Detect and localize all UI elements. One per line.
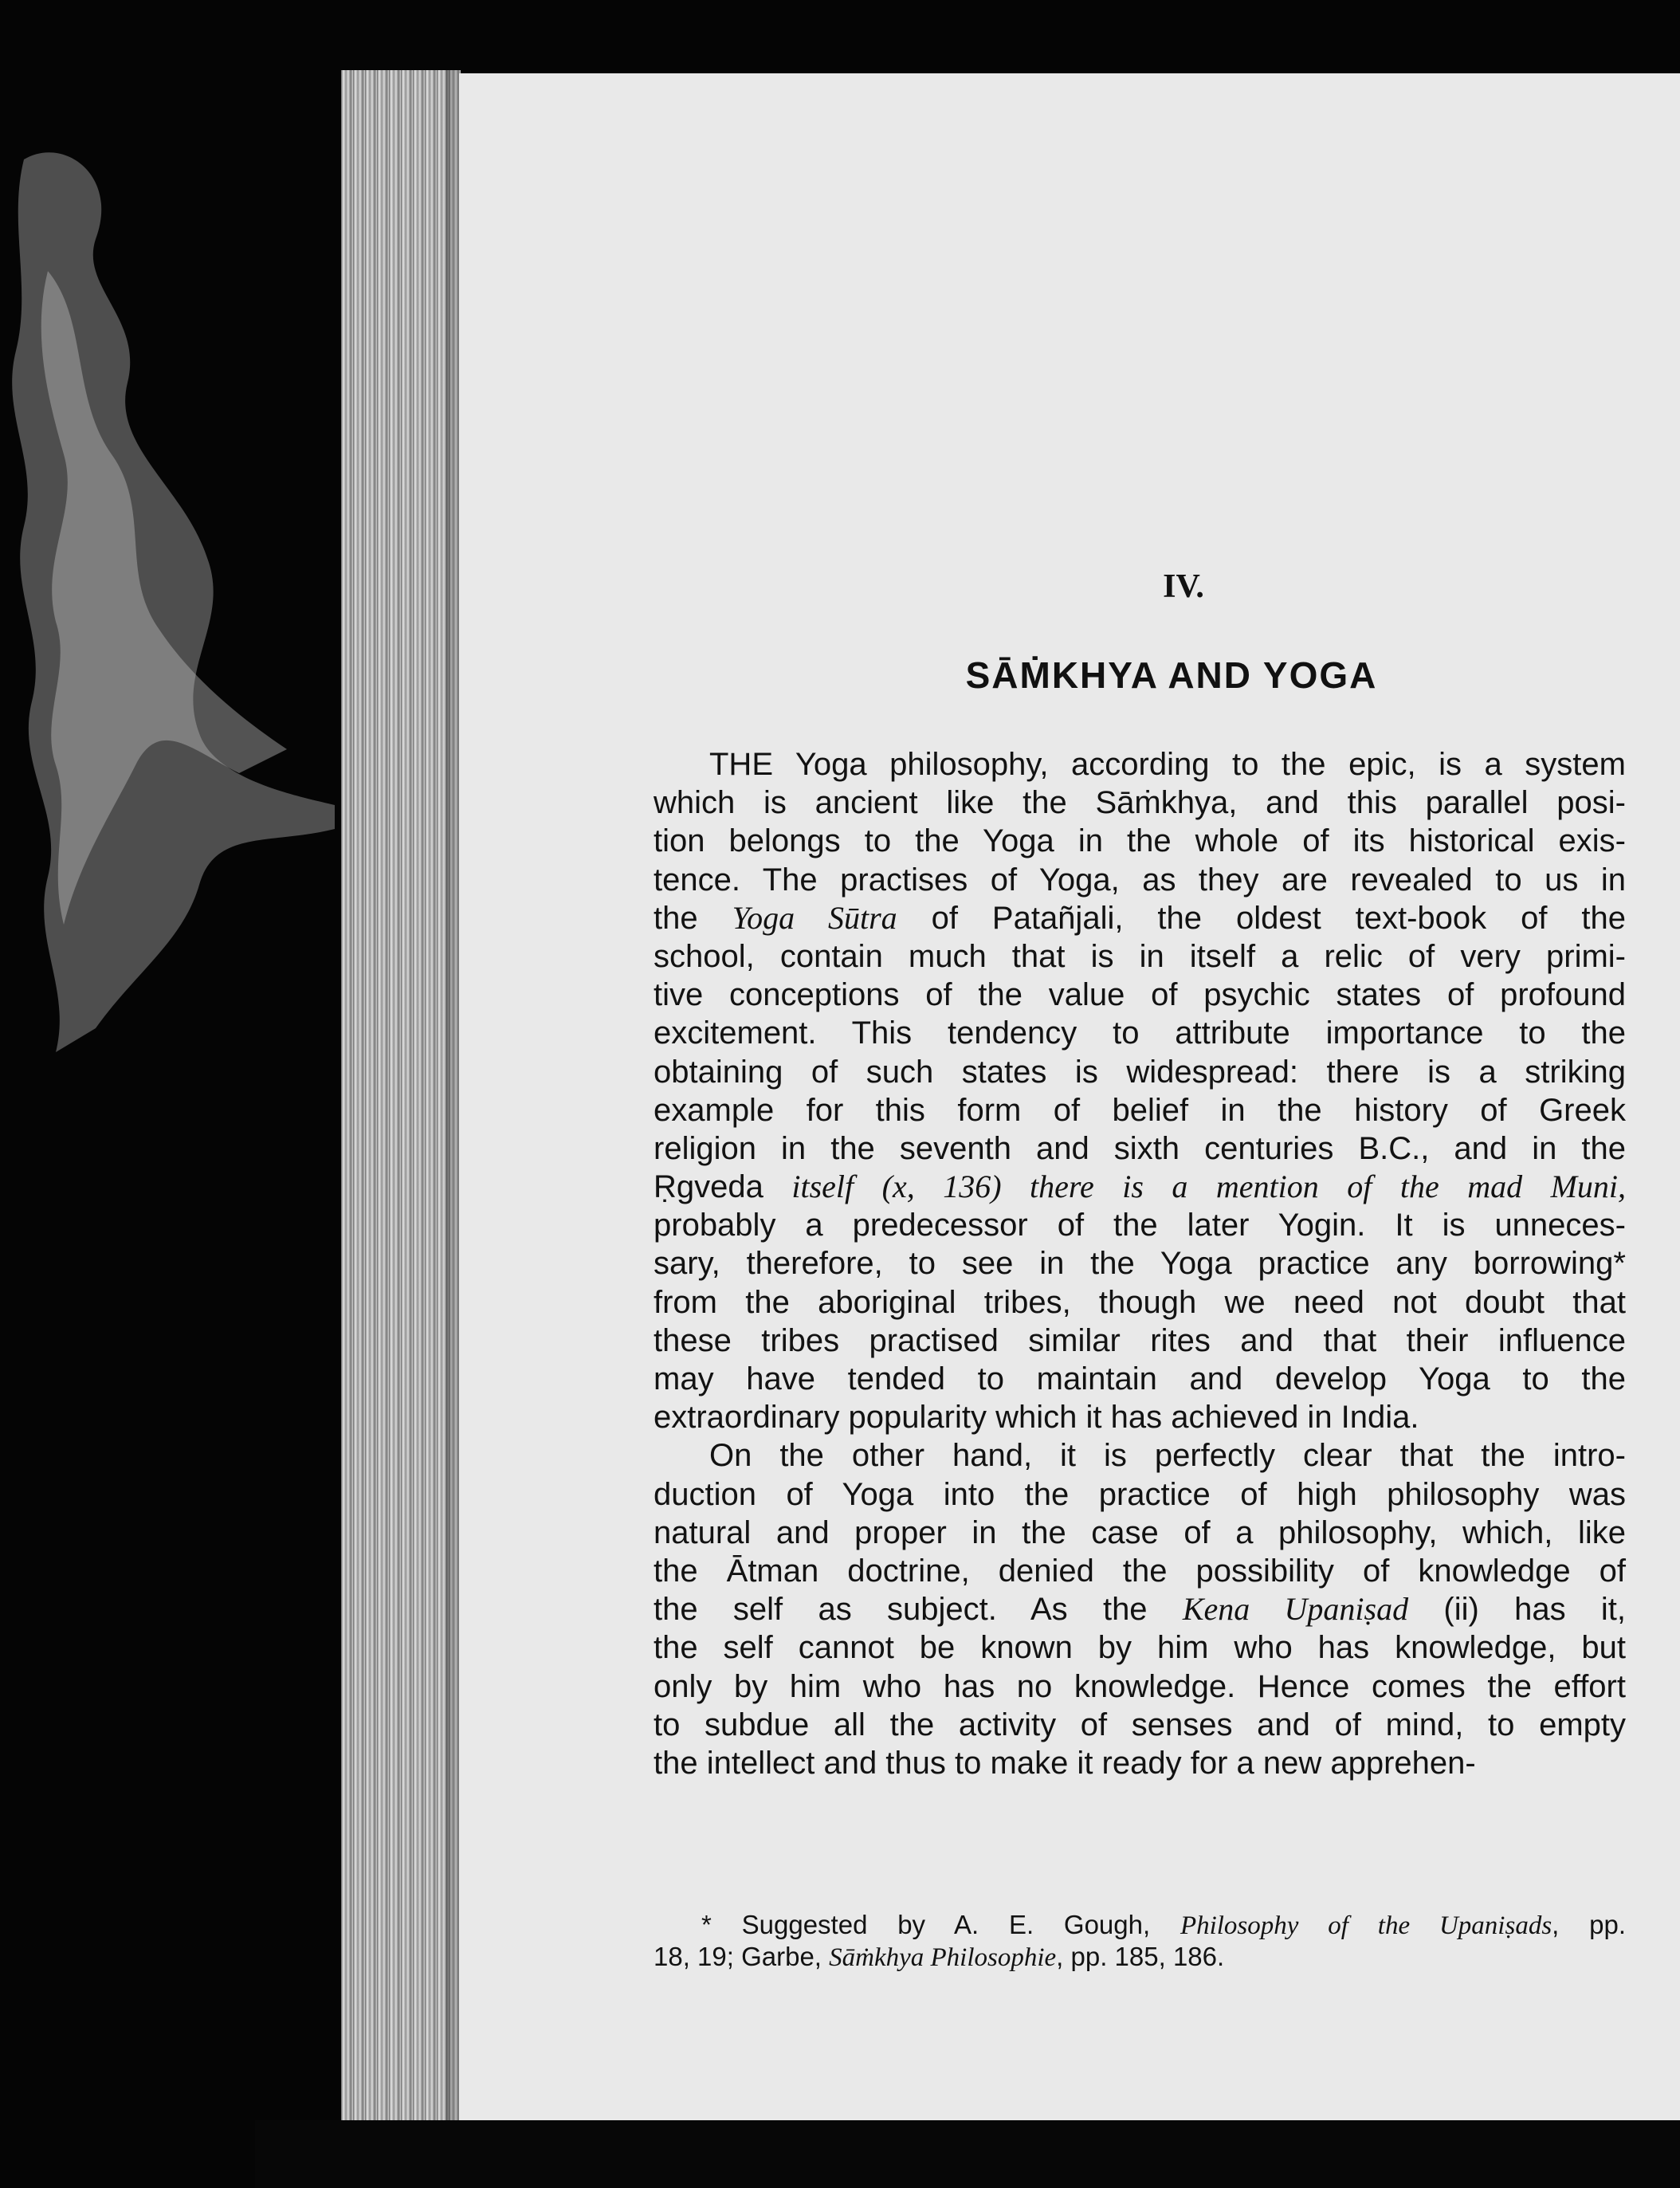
italic-text: Sāṁkhya Philosophie (829, 1943, 1057, 1972)
text-segment: example for this form of belief in the history of Greek (654, 1092, 1626, 1128)
body-line (654, 1744, 1626, 1782)
text-segment: natural and proper in the case of a philosophy, which, like (654, 1514, 1626, 1550)
italic-text: Yoga Sūtra (732, 899, 897, 936)
body-line (654, 1360, 1626, 1398)
body-line (654, 1475, 1626, 1514)
body-line (654, 1398, 1626, 1436)
italic-text: Philosophy of the Upaniṣads (1180, 1911, 1552, 1940)
body-line (654, 1283, 1626, 1322)
body-line (654, 899, 1626, 937)
chapter-number: IV. (1163, 568, 1204, 605)
body-line (654, 1168, 1626, 1206)
text-segment: duction of Yoga into the practice of high philosophy was (654, 1476, 1626, 1512)
body-line (654, 822, 1626, 860)
text-segment: the self cannot be known by him who has knowledge, but (654, 1630, 1626, 1666)
body-line (654, 745, 1626, 784)
body-line (654, 1552, 1626, 1590)
text-segment: tence. The practises of Yoga, as they are revealed to us in (654, 862, 1626, 898)
text-segment: 18, 19; Garbe, (654, 1942, 830, 1971)
body-line (654, 1244, 1626, 1283)
book-page-edges (341, 70, 461, 2135)
text-segment: from the aboriginal tribes, though we need not doubt that (654, 1284, 1626, 1320)
text-segment: (ii) has it, (1408, 1592, 1627, 1628)
text-segment: sary, therefore, to see in the Yoga practice any borrowing* (654, 1246, 1626, 1282)
body-line (654, 1668, 1626, 1706)
body-line (654, 784, 1626, 822)
chapter-title: SĀṀKHYA AND YOGA (965, 654, 1378, 696)
italic-text: Kena Upaniṣad (1182, 1591, 1409, 1628)
body-line (654, 1322, 1626, 1360)
body-line (654, 1514, 1626, 1552)
text-segment: of Patañjali, the oldest text-book of the (897, 900, 1627, 936)
body-line (654, 1053, 1626, 1091)
text-segment: tion belongs to the Yoga in the whole of its historical exis- (654, 823, 1626, 859)
text-segment: the self as subject. As the (654, 1592, 1183, 1628)
text-segment: which is ancient like the Sāṁkhya, and this parallel posi- (654, 785, 1626, 821)
body-line (654, 1590, 1626, 1628)
body-line (654, 1628, 1626, 1667)
body-line (654, 861, 1626, 899)
body-line (654, 1206, 1626, 1244)
body-line (654, 1706, 1626, 1744)
text-segment: religion in the seventh and sixth centuries B.C., and in the (654, 1130, 1626, 1166)
text-segment: tive conceptions of the value of psychic states of profound (654, 977, 1626, 1013)
text-segment: extraordinary popularity which it has achieved in India. (654, 1400, 1419, 1436)
text-segment: obtaining of such states is widespread: there is a striking (654, 1054, 1626, 1090)
body-line (654, 976, 1626, 1014)
background-texture (0, 112, 343, 1068)
text-segment: * Suggested by A. E. Gough, (701, 1910, 1180, 1939)
body-line (654, 1436, 1626, 1475)
text-segment: On the other hand, it is perfectly clear that the intro- (709, 1438, 1626, 1474)
text-segment: the (654, 900, 732, 936)
bottom-shadow (255, 2120, 1680, 2188)
footnote-line (654, 1941, 1626, 1973)
text-segment: only by him who has no knowledge. Hence comes the effort (654, 1668, 1626, 1704)
text-segment: THE Yoga philosophy, according to the epic, is a system (709, 747, 1626, 782)
footnote-line (654, 1909, 1626, 1941)
body-text (654, 745, 1626, 1782)
text-segment: Ṛgveda (654, 1169, 763, 1205)
body-line (654, 937, 1626, 976)
text-segment: may have tended to maintain and develop Yoga to the (654, 1361, 1626, 1396)
text-segment: the Ātman doctrine, denied the possibility of knowledge of (654, 1553, 1626, 1589)
text-segment: to subdue all the activity of senses and of mind, to empty (654, 1707, 1626, 1742)
text-segment: probably a predecessor of the later Yogin. It is unneces- (654, 1208, 1626, 1243)
text-segment: excitement. This tendency to attribute importance to the (654, 1015, 1626, 1051)
body-line (654, 1129, 1626, 1168)
text-segment: , pp. (1552, 1910, 1626, 1939)
text-segment: the intellect and thus to make it ready for a new apprehen- (654, 1745, 1476, 1781)
text-segment: school, contain much that is in itself a relic of very primi- (654, 938, 1626, 974)
text-segment: these tribes practised similar rites and that their influence (654, 1322, 1626, 1358)
body-line (654, 1014, 1626, 1052)
footnote (654, 1909, 1626, 1973)
italic-text: itself (x, 136) there is a mention of the mad Muni, (763, 1169, 1626, 1205)
body-line (654, 1091, 1626, 1129)
text-segment: , pp. 185, 186. (1056, 1942, 1225, 1971)
